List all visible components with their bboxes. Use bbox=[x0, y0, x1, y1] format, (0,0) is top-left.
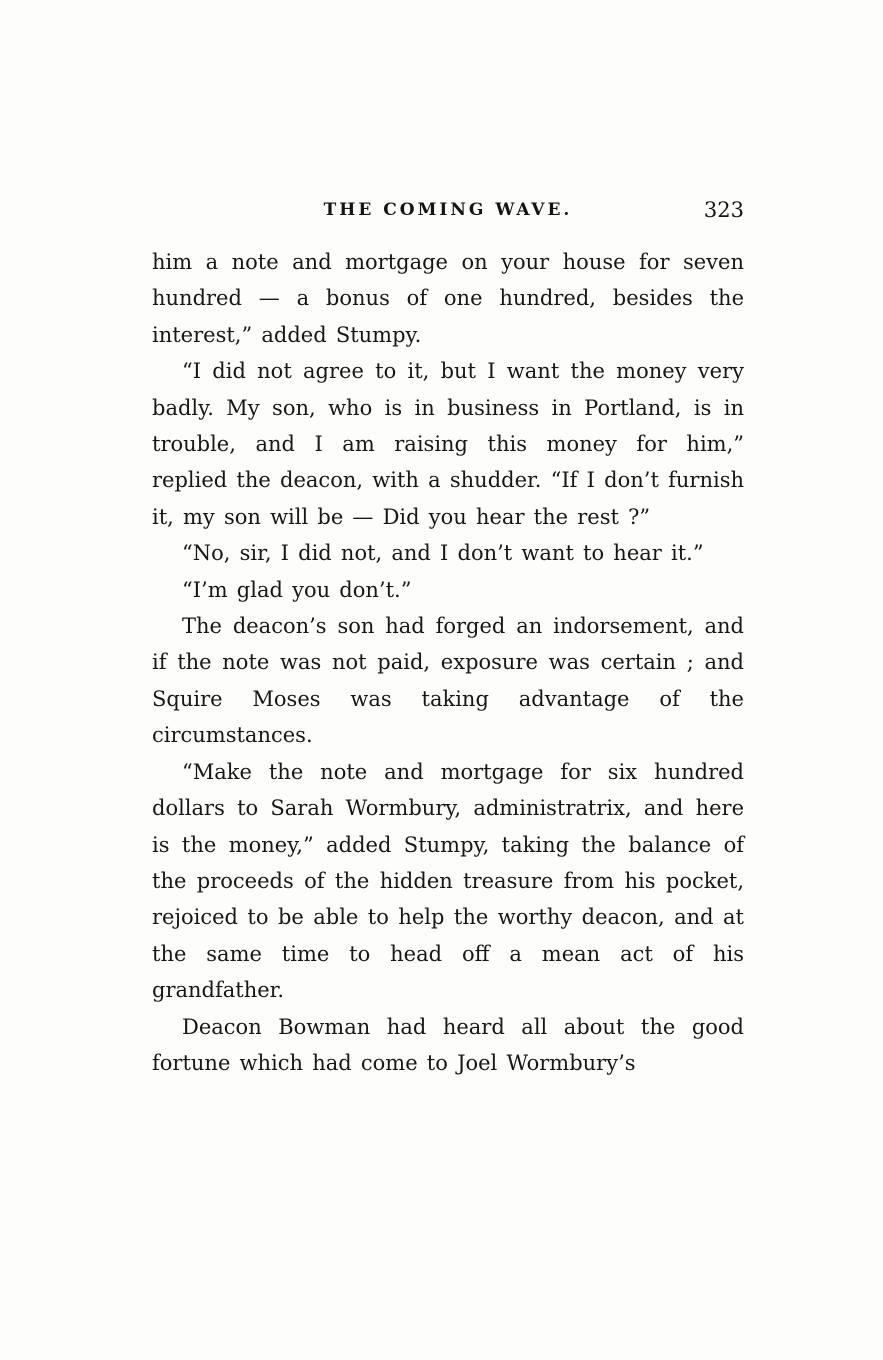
page-content bbox=[152, 200, 744, 1081]
paragraph: “Make the note and mortgage for six hundred dollars to Sarah Wormbury, administratrix, and here is the money,” added Stumpy, taking the balance of the proceeds of the hidden treasure from his pocket, rejoiced to be able to help the worthy deacon, and at the same time to head off a mean act of his grandfather. bbox=[152, 759, 744, 1003]
paragraph: him a note and mortgage on your house for seven hundred — a bonus of one hundred, besides the interest,” added Stumpy. bbox=[152, 250, 744, 347]
running-title: THE COMING WAVE. bbox=[323, 200, 573, 220]
running-head bbox=[152, 200, 744, 228]
paragraph: “I did not agree to it, but I want the money very badly. My son, who is in business in Portland, is in trouble, and I am raising this money for him,” replied the deacon, with a shudder. “If I don’t furnish it, my son will be — Did you hear the rest ?” bbox=[152, 359, 744, 529]
paragraph: “I’m glad you don’t.” bbox=[182, 577, 412, 602]
page-body bbox=[152, 244, 744, 1081]
page-number: 323 bbox=[703, 198, 744, 222]
paragraph: The deacon’s son had forged an indorsement, and if the note was not paid, exposure was certain ; and Squire Moses was taking advantage of the circumstances. bbox=[152, 614, 744, 748]
paragraph: Deacon Bowman had heard all about the good fortune which had come to Joel Wormbury’s bbox=[152, 1014, 744, 1075]
paragraph: “No, sir, I did not, and I don’t want to hear it.” bbox=[182, 541, 704, 566]
